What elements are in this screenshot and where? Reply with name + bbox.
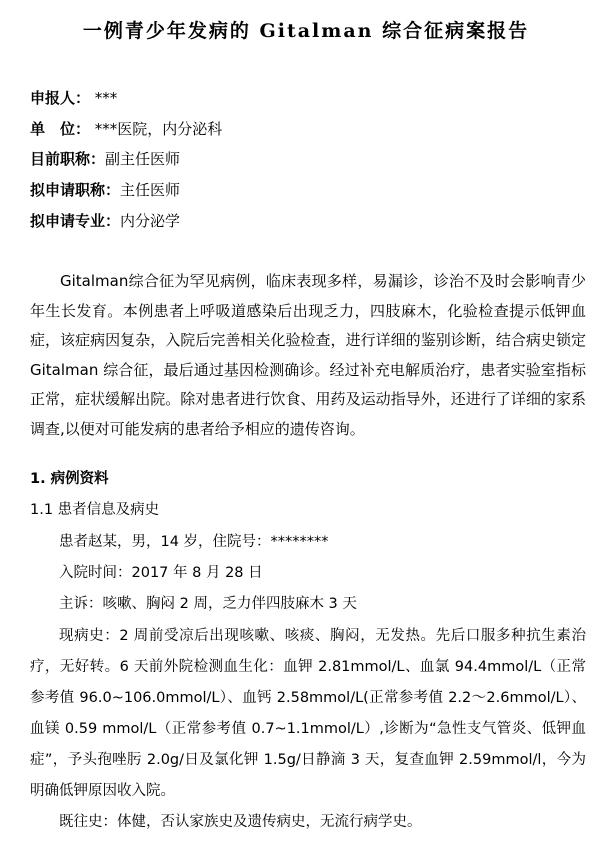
- present-history-paragraph: 现病史：2 周前受凉后出现咳嗽、咳痰、胸闷，无发热。先后口服多种抗生素治疗，无好转。6 天前外院检测血生化：血钾 2.81mmol/L、血氯 94.4mmol/L（正常参考值 96.0~106.0mmol/L）、血钙 2.58mmol/L(正常参考值 2.2～2.6mmol/L）、血镁 0.59 mmol/L（正常参考值 0.7~1.1mmol/L）,诊断为“急性支气管炎、低钾血症”，予头孢唑肟 2.0g/日及氯化钾 1.5g/日静滴 3 天，复查血钾 2.59mmol/l，今为明确低钾原因收入院。: [30, 628, 586, 799]
- applied-title-value: 主任医师: [120, 181, 181, 199]
- abstract-paragraph: Gitalman综合征为罕见病例，临床表现多样，易漏诊，诊治不及时会影响青少年生长发育。本例患者上呼吸道感染后出现乏力，四肢麻木，化验检查提示低钾血症，该症病因复杂，入院后完善相关化验检查，进行详细的鉴别诊断，结合病史锁定 Gitalman 综合征，最后通过基因检测确诊。经过补充电解质治疗，患者实验室指标正常，症状缓解出院。除对患者进行饮食、用药及运动指导外，还进行了详细的家系调查,以便对可能发病的患者给予相应的遗传咨询。: [30, 272, 586, 438]
- admission-time-line: 入院时间：2017 年 8 月 28 日: [59, 565, 263, 581]
- unit-row: [30, 120, 222, 138]
- applied-specialty-row: [30, 212, 180, 230]
- applied-specialty-value: 内分泌学: [120, 212, 181, 230]
- applied-title-row: [30, 181, 180, 199]
- reporter-row: [30, 89, 117, 107]
- current-title-label: 目前职称：: [30, 150, 106, 168]
- subsection-heading-patient-info: 1.1 患者信息及病史: [30, 502, 160, 518]
- section-heading-case-data: 1. 病例资料: [30, 471, 109, 487]
- current-title-value: 副主任医师: [105, 150, 181, 168]
- current-title-row: [30, 150, 180, 168]
- chief-complaint-line: 主诉：咳嗽、胸闷 2 周，乏力伴四肢麻木 3 天: [59, 596, 357, 612]
- past-history-line: 既往史：体健，否认家族史及遗传病史，无流行病学史。: [59, 814, 422, 830]
- reporter-value: ***: [90, 89, 118, 107]
- patient-info-line: 患者赵某，男，14 岁，住院号：********: [59, 534, 329, 550]
- applied-title-label: 拟申请职称：: [30, 181, 121, 199]
- reporter-label: 申报人：: [30, 89, 91, 107]
- unit-value: ***医院，内分泌科: [90, 120, 223, 138]
- applied-specialty-label: 拟申请专业：: [30, 212, 121, 230]
- unit-label: 单 位：: [30, 120, 91, 138]
- page-title: 一例青少年发病的 Gitalman 综合征病案报告: [82, 20, 530, 42]
